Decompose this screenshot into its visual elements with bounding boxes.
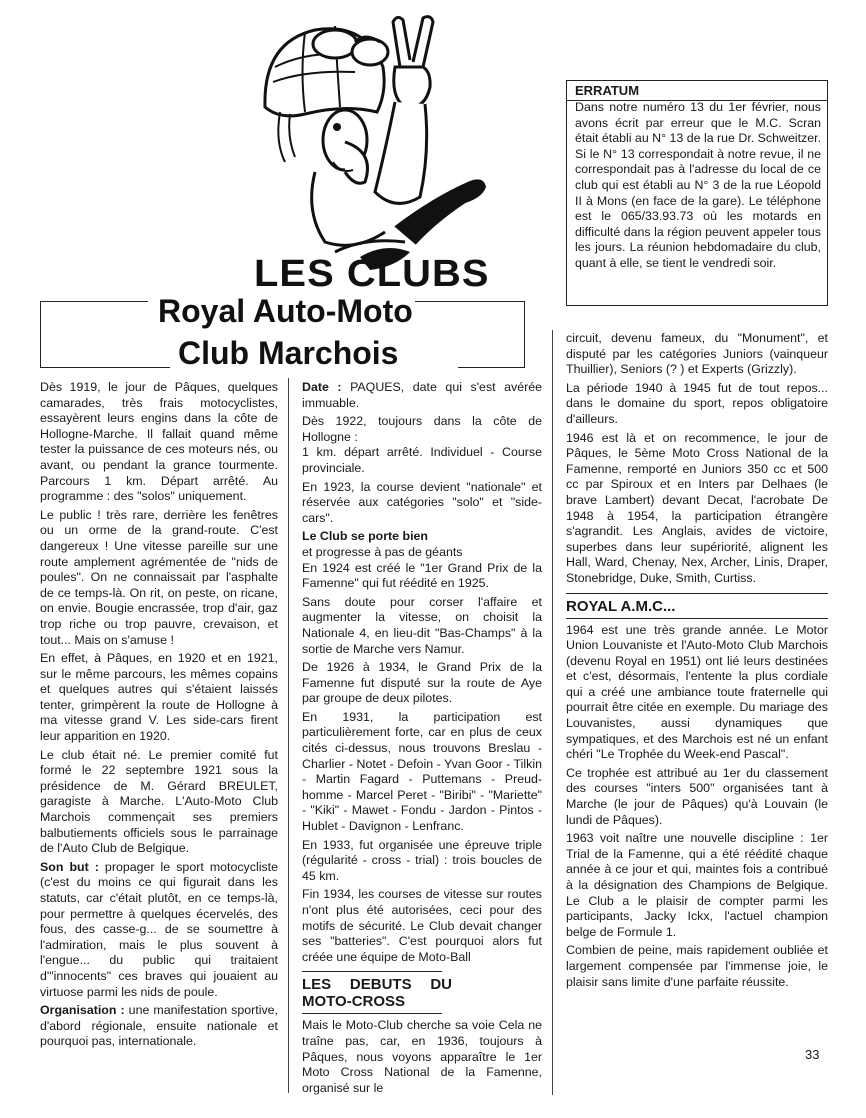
paragraph: Fin 1934, les courses de vitesse sur routes n'ont plus été autorisées, ceci pour des motifs de sécurité. Le Club devait changer ses "batteries". C'est pourquoi alors fut créée une équipe de Moto-Ball xyxy=(302,887,542,964)
paragraph: Sans doute pour corser l'affaire et augmenter la vitesse, on choisit la Nationale 4, en lieu-dit "Bas-Champs" à la sortie de Marche vers Namur. xyxy=(302,594,542,656)
paragraph: De 1926 à 1934, le Grand Prix de la Famenne fut disputé sur la route de Aye par groupe de deux pilotes. xyxy=(302,660,542,706)
column-2 xyxy=(302,380,542,1099)
title-rule-bottom-left xyxy=(40,367,170,368)
paragraph: 1963 voit naître une nouvelle discipline : 1er Trial de la Famenne, qui a été réédité chaque année à ce jour et qui, maintes fois a contribué à la désignation des Champions de Belgique. Le Club a le plaisir de compter parmi les participants, Jacky Ickx, l'actuel champion belge de Formule 1. xyxy=(566,831,828,939)
erratum-title: ERRATUM xyxy=(567,81,827,101)
paragraph: Ce trophée est attribué au 1er du classement des courses "inters 500" organisées tant à Marche (le jour de Pâques) qu'à Louvain (le lundi de Pâques). xyxy=(566,765,828,827)
section-rule xyxy=(302,1013,442,1014)
section-rule xyxy=(566,593,828,594)
section-banner xyxy=(248,254,510,294)
title-rule-top-left xyxy=(40,301,148,302)
paragraph: 1964 est une très grande année. Le Motor Union Louvaniste et l'Auto-Moto Club Marchois (devenu Royal en 1951) ont lié leurs destinées et c'est, désormais, l'entente la plus cordiale qui a créé une ambiance toute fraternelle qui pourrait être citée en exemple. Du mariage des Louvanistes, aussi dynamiques que sympatiques, et des Marchois est né un enfant chéri "Le Trophée du Week-end Pascal". xyxy=(566,622,828,762)
page-number: 33 xyxy=(805,1047,820,1062)
section-title: LES DEBUTS DU MOTO-CROSS xyxy=(302,976,452,1011)
section-title: ROYAL A.M.C... xyxy=(566,597,676,615)
paragraph: Le public ! très rare, derrière les fenêtres ou un orme de la grand-route. C'est dangereux ! Une vitesse pareille sur une route amplement agrémentée de "nids de poules". On ne connaissait par l'asphalte de ce temps-là. On rit, on peste, on ricane, on envie. Bougie encrassée, trop d'air, gaz trop riche ou trop pauvre, crevaison, et tout... Mais on s'amuse ! xyxy=(40,507,278,647)
paragraph: Le club était né. Le premier comité fut formé le 22 septembre 1921 sous la présidence de M. Gérard BREULET, garagiste à Marche. L'Auto-Moto Club Marchois commençait ses premiers balbutiements officiels sous le parrainage de l'Auto Club de Belgique. xyxy=(40,747,278,856)
paragraph-label: Son but : xyxy=(40,859,99,874)
title-rule-bottom-right xyxy=(458,367,525,368)
article-title-box xyxy=(40,293,525,371)
paragraph: En 1924 est créé le "1er Grand Prix de la Famenne" qui fut réédité en 1925. xyxy=(302,560,542,591)
paragraph: En effet, à Pâques, en 1920 et en 1921, sur le même parcours, les mêmes copains et quelques autres qui s'étaient laissés tenter, grimpèrent la route de Hollogne à ma vitesse grand V. Les side-cars firent leur apparition en 1920. xyxy=(40,651,278,744)
paragraph: 1 km. départ arrêté. Individuel - Course provinciale. xyxy=(302,445,542,475)
section-rule xyxy=(302,971,442,972)
paragraph: Mais le Moto-Club cherche sa voie Cela ne traîne pas, car, en 1936, toujours à Pâques, nous voyons apparaître le 1er Moto Cross National de la Famenne, organisé sur le xyxy=(302,1018,542,1095)
paragraph: En 1923, la course devient "nationale" et réservée aux catégories "solo" et "side-cars". xyxy=(302,479,542,525)
paragraph: Combien de peine, mais rapidement oubliée et largement compensée par l'immense joie, le plaisir sans limite d'une parfaite réussite. xyxy=(566,943,828,989)
paragraph: 1946 est là et on recommence, le jour de Pâques, le 5ème Moto Cross National de la Famenne, remporté en Juniors 350 cc et 500 cc par Spiroux et en Inters par Delhaes (le brave Lambert) devant Decat, l'acrobate De 1948 à 1954, la participation étrangère s'agrandit. Les Anglais, avides de victoire, superbes dans leur supériorité, alignent les Hall, Ward, Chenay, Nex, Archer, Linis, Draper, Stonebridge, Duke, Smith, Curtiss. xyxy=(566,430,828,585)
column-3 xyxy=(566,331,828,993)
column-separator-1 xyxy=(288,378,289,1093)
title-rule-left xyxy=(40,301,41,367)
paragraph: La période 1940 à 1945 fut de tout repos... dans le domaine du sport, repos obligatoire d'ailleurs. xyxy=(566,380,828,426)
column-1 xyxy=(40,380,278,1053)
paragraph: Son but : propager le sport motocycliste (c'est du moins ce qui figurait dans les statuts, car c'était plutôt, en ce temps-là, pour permettre à quelques écervelés, des fous, des casse-g... de se soumettre à l'admiration, mais le plus souvent à l'engue... du public qui traitaient d'"innocents" ces braves qui jouaient au virtuose parmi les nids de poule. xyxy=(40,859,278,999)
erratum-body: Dans notre numéro 13 du 1er février, nous avons écrit par erreur que le M.C. Scran était établi au N° 13 de la rue Dr. Schweitzer. Si le N° 13 correspondait à notre revue, il ne correspondait pas à l'adresse du local de ce club qui est établi au N° 3 de la rue Léopold II à Mons (en face de la gare). Le téléphone est le 065/33.93.73 où les motards en difficulté dans la région peuvent appeler tous les jours. La réunion hebdomadaire du club, quant à elle, se tient le vendredi soir. xyxy=(575,100,822,270)
paragraph: circuit, devenu fameux, du "Monument", et disputé par les catégories Juniors (vainqueur Thuillier), Seniors (? ) et Experts (Grizzly). xyxy=(566,331,828,377)
paragraph: En 1933, fut organisée une épreuve triple (régularité - cross - trial) : trois boucles de 45 km. xyxy=(302,837,542,883)
paragraph-label: Date : xyxy=(302,380,342,394)
column-separator-2 xyxy=(552,330,553,1095)
section-rule xyxy=(566,618,828,619)
paragraph-label: Organisation : xyxy=(40,1003,125,1018)
paragraph: Date : PAQUES, date qui s'est avérée immuable. xyxy=(302,380,543,410)
paragraph: et progresse à pas de géants xyxy=(302,544,463,559)
title-rule-right xyxy=(524,301,525,367)
article-title-line2: Club Marchois xyxy=(178,335,399,371)
paragraph: Dès 1922, toujours dans la côte de Hollogne : xyxy=(302,414,542,444)
article-title-line1: Royal Auto-Moto xyxy=(158,293,413,329)
paragraph: En 1931, la participation est particulièrement forte, car en plus de ceux cités ci-dessus, nous trouvons Breslau - Charlier - Notet - Defoin - Yvan Goor - Tilkin - Martin Fagard - Puttemans - Preud-homme - Marcel Peret - "Biribi" - "Mariette" - "Kiki" - Mawet - Fondu - Jardon - Pintos - Hublet - Davignon - Lenfranc. xyxy=(302,709,542,834)
subheading: Le Club se porte bien xyxy=(302,529,428,544)
erratum-box xyxy=(566,80,828,306)
motorcyclist-illustration xyxy=(245,12,495,282)
title-rule-top-right xyxy=(415,301,525,302)
paragraph: Organisation : une manifestation sportive, d'abord régionale, ensuite nationale et pourquoi pas, internationale. xyxy=(40,1003,278,1049)
banner-label: LES CLUBS xyxy=(254,253,490,295)
paragraph: Dès 1919, le jour de Pâques, quelques camarades, très frais motocyclistes, essayèrent leurs engins dans la côte de Hollogne-Marche. Il fallait quand même tester la puissance de ces moteurs nés, ou avant, ou pendant la grance tourmente. Parcours 1 km. Départ arrêté. Au programme : des "solos" uniquement. xyxy=(40,380,278,504)
